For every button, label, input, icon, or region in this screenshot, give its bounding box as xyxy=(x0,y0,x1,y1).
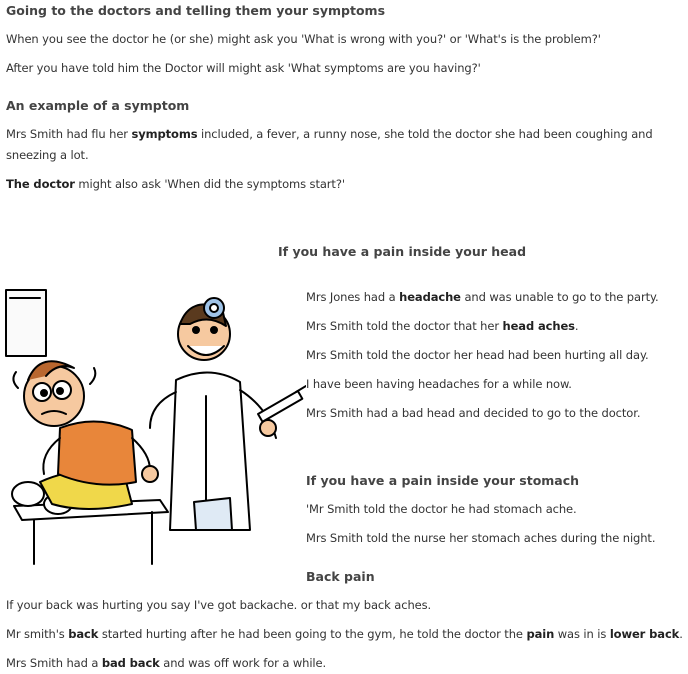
text: was in is xyxy=(554,627,610,641)
bold-term: head aches xyxy=(502,319,575,333)
text: and was off work for a while. xyxy=(159,656,327,670)
para-flu-example-cont: sneezing a lot. xyxy=(6,148,89,162)
bold-term: headache xyxy=(399,290,461,304)
heading-symptoms: Going to the doctors and telling them your symptoms xyxy=(6,3,386,18)
text: might also ask 'When did the symptoms start?' xyxy=(74,177,345,191)
text-stomach-aches-night: Mrs Smith told the nurse her stomach aches during the night. xyxy=(306,531,656,545)
bold-term: pain xyxy=(526,627,555,641)
bold-term: bad back xyxy=(101,656,160,670)
heading-back-pain: Back pain xyxy=(306,569,375,584)
bold-term: symptoms xyxy=(131,127,198,141)
text: started hurting after he had been going to the gym, he told the doctor the xyxy=(98,627,527,641)
text-backache: If your back was hurting you say I've got backache. or that my back aches. xyxy=(6,598,432,612)
heading-symptom-example: An example of a symptom xyxy=(6,98,190,113)
para-doctor-asks: When you see the doctor he (or she) might ask you 'What is wrong with you?' or 'What's is the problem?' xyxy=(6,32,601,46)
text-bad-back xyxy=(6,656,326,671)
para-flu-example xyxy=(6,127,653,142)
bold-term: lower back xyxy=(609,627,680,641)
text: Mrs Smith had a xyxy=(6,656,102,670)
text-headaches-while: I have been having headaches for a while now. xyxy=(306,377,572,391)
text-bad-head: Mrs Smith had a bad head and decided to go to the doctor. xyxy=(306,406,641,420)
text: Mrs Jones had a xyxy=(306,290,400,304)
bold-term: back xyxy=(68,627,99,641)
text-head-hurting: Mrs Smith told the doctor her head had been hurting all day. xyxy=(306,348,649,362)
heading-stomach-pain: If you have a pain inside your stomach xyxy=(306,473,580,488)
text-stomach-ache: 'Mr Smith told the doctor he had stomach ache. xyxy=(306,502,577,516)
text-head-aches xyxy=(306,319,578,334)
text: included, a fever, a runny nose, she told the doctor she had been coughing and xyxy=(197,127,653,141)
text-gym-back xyxy=(6,627,683,642)
text: Mrs Smith had flu her xyxy=(6,127,132,141)
bold-term: The doctor xyxy=(6,177,75,191)
para-symptoms-question: After you have told him the Doctor will might ask 'What symptoms are you having?' xyxy=(6,61,481,75)
heading-head-pain: If you have a pain inside your head xyxy=(278,244,527,259)
text: . xyxy=(679,627,683,641)
doctor-patient-cartoon xyxy=(0,268,306,574)
text: Mr smith's xyxy=(6,627,69,641)
para-doctor-start xyxy=(6,177,345,192)
text: . xyxy=(574,319,579,333)
text: and was unable to go to the party. xyxy=(460,290,659,304)
text-headache xyxy=(306,290,659,305)
text: Mrs Smith told the doctor that her xyxy=(306,319,503,333)
